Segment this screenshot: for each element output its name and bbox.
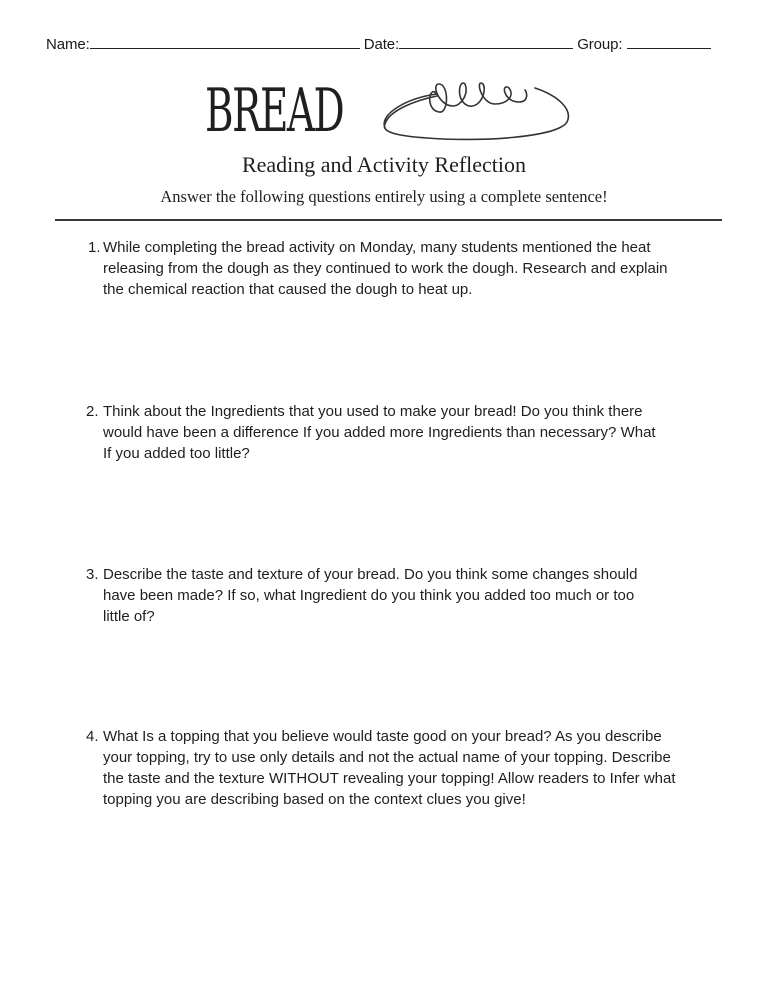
name-field[interactable] [90, 34, 360, 49]
question-number: 1. [88, 239, 101, 256]
name-label: Name: [46, 36, 90, 53]
question-text: Describe the taste and texture of your bread. Do you think some changes should have been made? If so, what Ingredient do you think you added too much or too little of? [103, 566, 638, 625]
title-block [205, 76, 585, 146]
answer-space-3[interactable] [86, 632, 686, 722]
page-subtitle: Reading and Activity Reflection [241, 152, 527, 177]
header-divider [55, 219, 722, 221]
question-text: While completing the bread activity on Monday, many students mentioned the heat releasing from the dough as they continued to work the dough. Research and explain the chemical reaction that caused the dough to heat up. [103, 239, 668, 298]
question-2 [86, 401, 686, 464]
instructions: Answer the following questions entirely using a complete sentence! [160, 187, 608, 206]
answer-space-1[interactable] [86, 305, 686, 395]
question-3 [86, 564, 686, 627]
question-4 [86, 726, 686, 810]
question-number: 3. [86, 566, 99, 583]
question-1 [88, 237, 678, 300]
question-number: 4. [86, 728, 99, 745]
date-field[interactable] [399, 34, 573, 49]
group-field[interactable] [627, 34, 711, 49]
answer-space-2[interactable] [86, 470, 686, 560]
answer-space-4[interactable] [86, 840, 686, 980]
question-text: Think about the Ingredients that you used to make your bread! Do you think there would have been a difference If you added more Ingredients than necessary? What If you added too little? [103, 403, 656, 462]
bread-loaf-icon [377, 76, 577, 146]
date-label: Date: [363, 36, 400, 53]
group-label: Group: [577, 36, 623, 53]
page-title: BREAD [205, 76, 344, 146]
question-text: What Is a topping that you believe would taste good on your bread? As you describe your topping, try to use only details and not the actual name of your topping. Describe the taste and the texture WITHOUT revealing your topping! Allow readers to Infer what topping you are describing based on the context clues you give! [103, 728, 676, 808]
question-number: 2. [86, 403, 99, 420]
student-info-row [46, 34, 726, 55]
